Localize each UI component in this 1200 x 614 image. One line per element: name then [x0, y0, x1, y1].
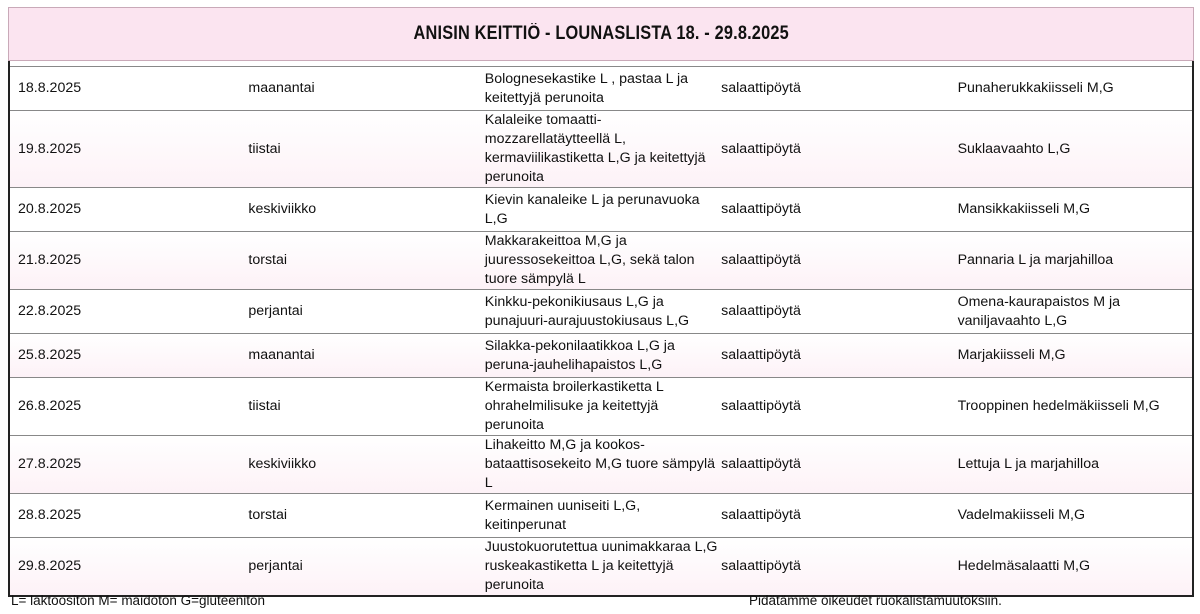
- main-dish-cell: Makkarakeittoa M,G ja juuressosekeittoa L,G, sekä talon tuore sämpylä L: [483, 232, 719, 290]
- weekday-cell: keskiviikko: [246, 188, 482, 232]
- main-dish-cell: Lihakeitto M,G ja kookos-bataattisosekeito M,G tuore sämpylä L: [483, 436, 719, 494]
- table-row: [10, 232, 1192, 290]
- salad-cell: salaattipöytä: [719, 188, 955, 232]
- weekday-cell: torstai: [246, 494, 482, 538]
- main-dish-cell: Juustokuorutettua uunimakkaraa L,G ruskeakastiketta L ja keitettyjä perunoita: [484, 539, 718, 593]
- table-row: [10, 188, 1192, 232]
- main-dish-cell: Kinkku-pekonikiusaus L,G ja punajuuri-aurajuustokiusaus L,G: [483, 290, 719, 334]
- table-row: [10, 334, 1192, 378]
- menu-title-bar: [8, 7, 1194, 61]
- weekday-cell: tiistai: [246, 111, 482, 188]
- salad-cell: salaattipöytä: [719, 232, 955, 290]
- main-dish-cell: Silakka-pekonilaatikkoa L,G ja peruna-jauhelihapaistos L,G: [483, 334, 719, 378]
- table-row: [10, 436, 1192, 494]
- main-dish-cell: Kievin kanaleike L ja perunavuoka L,G: [483, 188, 719, 232]
- dessert-cell: Hedelmäsalaatti M,G: [956, 538, 1192, 595]
- main-dish-cell: Kermaista broilerkastiketta L ohrahelmilisuke ja keitettyjä perunoita: [483, 378, 719, 436]
- weekday-cell: maanantai: [246, 334, 482, 378]
- dessert-cell: Omena-kaurapaistos M ja vaniljavaahto L,G: [956, 290, 1192, 334]
- dessert-cell: Lettuja L ja marjahilloa: [956, 436, 1192, 494]
- lunch-menu-body: [10, 61, 1192, 595]
- weekday-cell: tiistai: [246, 378, 482, 436]
- lunch-menu-table: [8, 61, 1194, 597]
- salad-cell: salaattipöytä: [719, 334, 955, 378]
- weekday-cell: perjantai: [246, 538, 482, 595]
- table-row: [10, 494, 1192, 538]
- table-row: [10, 538, 1192, 595]
- weekday-cell: keskiviikko: [246, 436, 482, 494]
- date-cell: 20.8.2025: [10, 188, 246, 232]
- main-dish-cell: Bolognesekastike L , pastaa L ja keitettyjä perunoita: [483, 67, 719, 111]
- date-cell: 25.8.2025: [10, 334, 246, 378]
- weekday-cell: perjantai: [246, 290, 482, 334]
- date-cell: 21.8.2025: [10, 232, 246, 290]
- salad-cell: salaattipöytä: [719, 111, 955, 188]
- salad-cell: salaattipöytä: [719, 538, 955, 595]
- salad-cell: salaattipöytä: [719, 290, 955, 334]
- date-cell: 29.8.2025: [10, 538, 246, 595]
- main-dish-cell: Kalaleike tomaatti-mozzarellatäytteellä L, kermaviilikastiketta L,G ja keitettyjä perunoita: [483, 111, 719, 188]
- date-cell: 28.8.2025: [10, 494, 246, 538]
- menu-title: ANISIN KEITTIÖ - LOUNASLISTA 18. - 29.8.2025: [413, 23, 789, 44]
- salad-cell: salaattipöytä: [719, 67, 955, 111]
- date-cell: 19.8.2025: [10, 111, 246, 188]
- dessert-cell: Mansikkakiisseli M,G: [956, 188, 1192, 232]
- dessert-cell: Punaherukkakiisseli M,G: [956, 67, 1192, 111]
- weekday-cell: maanantai: [246, 67, 482, 111]
- main-dish-cell: Kermainen uuniseiti L,G, keitinperunat: [483, 494, 719, 538]
- menu-change-note: Pidätämme oikeudet ruokalistamuutoksiin.: [749, 593, 1002, 608]
- table-row: [10, 111, 1192, 188]
- date-cell: 26.8.2025: [10, 378, 246, 436]
- dessert-cell: Suklaavaahto L,G: [956, 111, 1192, 188]
- salad-cell: salaattipöytä: [719, 494, 955, 538]
- dessert-cell: Trooppinen hedelmäkiisseli M,G: [956, 378, 1192, 436]
- dessert-cell: Pannaria L ja marjahilloa: [956, 232, 1192, 290]
- salad-cell: salaattipöytä: [719, 436, 955, 494]
- dessert-cell: Marjakiisseli M,G: [956, 334, 1192, 378]
- weekday-cell: torstai: [246, 232, 482, 290]
- salad-cell: salaattipöytä: [719, 378, 955, 436]
- table-row: [10, 67, 1192, 111]
- date-cell: 18.8.2025: [10, 67, 246, 111]
- dessert-cell: Vadelmakiisseli M,G: [956, 494, 1192, 538]
- date-cell: 27.8.2025: [10, 436, 246, 494]
- table-row: [10, 378, 1192, 436]
- diet-legend: L= laktoositon M= maidoton G=gluteeniton: [11, 593, 266, 608]
- date-cell: 22.8.2025: [10, 290, 246, 334]
- table-row: [10, 290, 1192, 334]
